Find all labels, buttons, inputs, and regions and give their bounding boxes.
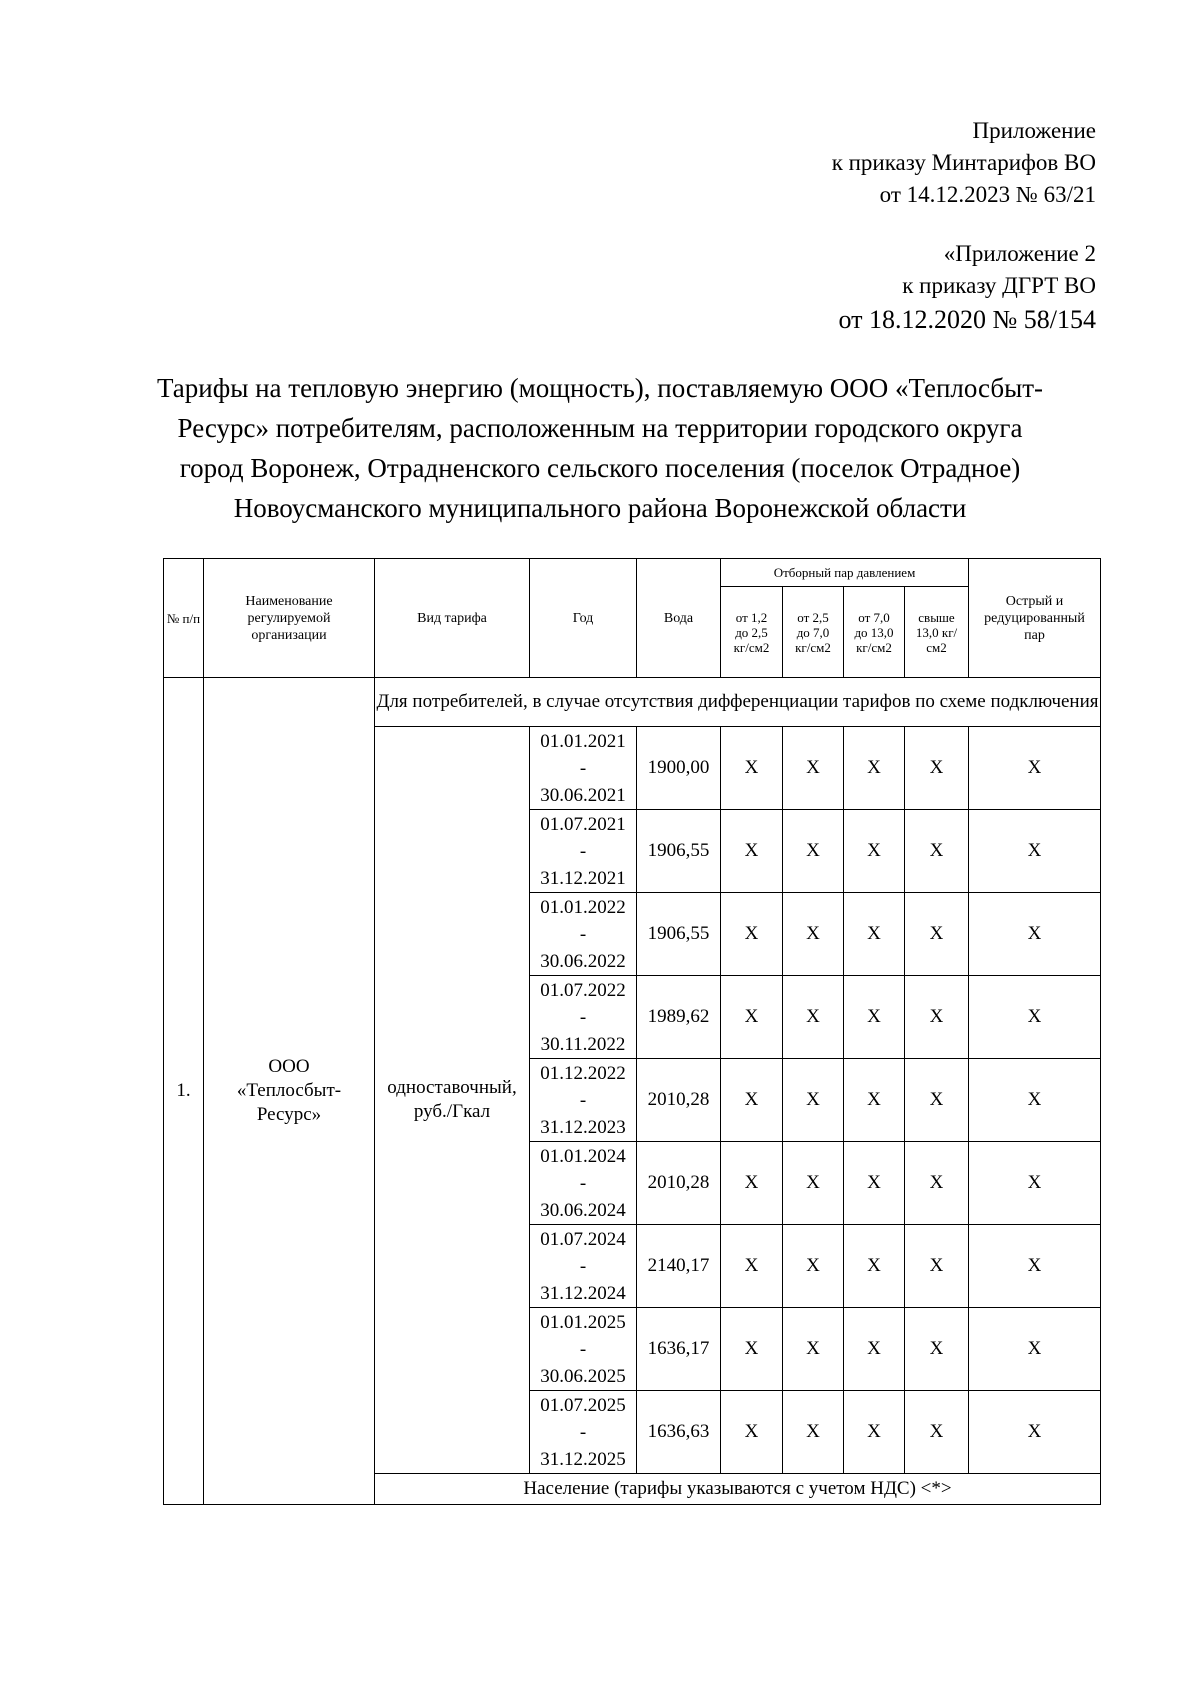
document-title (130, 368, 1070, 528)
not-applicable-mark: X (783, 1308, 844, 1391)
period-dash: - (579, 923, 587, 945)
title-line-1: Тарифы на тепловую энергию (мощность), поставляемую ООО «Теплосбыт- (156, 373, 1044, 403)
not-applicable-mark: X (844, 1142, 905, 1225)
not-applicable-mark: X (905, 893, 969, 976)
col-header-steam-group: Отборный пар давлением (721, 559, 969, 587)
period-from: 01.07.2025 (540, 1394, 626, 1416)
not-applicable-mark: X (844, 1225, 905, 1308)
water-tariff: 1636,63 (637, 1391, 721, 1474)
col-header-p1: от 1,2 до 2,5 кг/см2 (721, 587, 783, 678)
not-applicable-mark: X (783, 1391, 844, 1474)
not-applicable-mark: X (783, 727, 844, 810)
period-to: 31.12.2021 (540, 867, 626, 889)
not-applicable-mark: X (905, 1059, 969, 1142)
period-dash: - (579, 840, 587, 862)
period-to: 31.12.2023 (540, 1116, 626, 1138)
not-applicable-mark: X (969, 1059, 1101, 1142)
period-from: 01.01.2025 (540, 1311, 626, 1333)
not-applicable-mark: X (721, 1308, 783, 1391)
period-to: 31.12.2025 (540, 1448, 626, 1470)
period-cell (530, 1308, 637, 1391)
not-applicable-mark: X (844, 727, 905, 810)
not-applicable-mark: X (721, 1059, 783, 1142)
not-applicable-mark: X (969, 1391, 1101, 1474)
period-cell (530, 1225, 637, 1308)
not-applicable-mark: X (905, 976, 969, 1059)
not-applicable-mark: X (721, 976, 783, 1059)
title-line-4: Новоусманского муниципального района Воронежской области (233, 493, 967, 523)
not-applicable-mark: X (721, 727, 783, 810)
not-applicable-mark: X (844, 1308, 905, 1391)
not-applicable-mark: X (844, 810, 905, 893)
org-name (204, 678, 375, 1505)
not-applicable-mark: X (905, 1142, 969, 1225)
not-applicable-mark: X (783, 1059, 844, 1142)
period-from: 01.01.2022 (540, 896, 626, 918)
period-to: 30.06.2021 (540, 784, 626, 806)
tariff-table (163, 558, 1101, 1505)
org-name-line-2: «Теплосбыт- (236, 1080, 342, 1101)
period-from: 01.01.2024 (540, 1145, 626, 1167)
col-header-p4: свыше 13,0 кг/см2 (905, 587, 969, 678)
not-applicable-mark: X (783, 976, 844, 1059)
col-header-year: Год (530, 559, 637, 678)
org-name-line-3: Ресурс» (256, 1104, 322, 1125)
period-from: 01.07.2021 (540, 813, 626, 835)
period-dash: - (579, 1338, 587, 1360)
not-applicable-mark: X (721, 1225, 783, 1308)
period-cell (530, 810, 637, 893)
appendix-order-ref: к приказу Минтарифов ВО (831, 150, 1096, 175)
period-dash: - (579, 1421, 587, 1443)
water-tariff: 2010,28 (637, 1059, 721, 1142)
col-header-num: № п/п (164, 559, 204, 678)
not-applicable-mark: X (905, 810, 969, 893)
not-applicable-mark: X (969, 1225, 1101, 1308)
water-tariff: 2010,28 (637, 1142, 721, 1225)
not-applicable-mark: X (783, 810, 844, 893)
not-applicable-mark: X (844, 1059, 905, 1142)
not-applicable-mark: X (905, 727, 969, 810)
title-line-3: город Воронеж, Отрадненского сельского поселения (поселок Отрадное) (179, 453, 1021, 483)
tariff-type (375, 727, 530, 1474)
not-applicable-mark: X (969, 976, 1101, 1059)
section-population: Население (тарифы указываются с учетом НДС) <*> (375, 1474, 1101, 1505)
period-cell (530, 1391, 637, 1474)
not-applicable-mark: X (844, 893, 905, 976)
period-cell (530, 893, 637, 976)
period-dash: - (579, 757, 587, 779)
section-no-differentiation: Для потребителей, в случае отсутствия дифференциации тарифов по схеме подключения (375, 678, 1101, 727)
period-from: 01.12.2022 (540, 1062, 626, 1084)
col-header-type: Вид тарифа (375, 559, 530, 678)
not-applicable-mark: X (844, 976, 905, 1059)
col-header-water: Вода (637, 559, 721, 678)
appendix2-header (838, 238, 1096, 338)
period-cell (530, 1059, 637, 1142)
not-applicable-mark: X (905, 1391, 969, 1474)
period-from: 01.07.2022 (540, 979, 626, 1001)
period-from: 01.01.2021 (540, 730, 626, 752)
not-applicable-mark: X (969, 1142, 1101, 1225)
not-applicable-mark: X (721, 810, 783, 893)
not-applicable-mark: X (783, 893, 844, 976)
col-header-org: Наименование регулируемой организации (204, 559, 375, 678)
title-line-2: Ресурс» потребителям, расположенным на территории городского округа (177, 413, 1023, 443)
not-applicable-mark: X (905, 1308, 969, 1391)
appendix-header (832, 115, 1096, 211)
period-dash: - (579, 1172, 587, 1194)
period-cell (530, 1142, 637, 1225)
period-to: 30.06.2022 (540, 950, 626, 972)
tariff-type-line-2: руб./Гкал (413, 1101, 491, 1122)
water-tariff: 1906,55 (637, 810, 721, 893)
water-tariff: 2140,17 (637, 1225, 721, 1308)
period-dash: - (579, 1089, 587, 1111)
not-applicable-mark: X (969, 893, 1101, 976)
period-to: 30.11.2022 (540, 1033, 626, 1055)
not-applicable-mark: X (721, 1142, 783, 1225)
appendix2-order-ref: к приказу ДГРТ ВО (902, 273, 1096, 298)
period-dash: - (579, 1255, 587, 1277)
col-header-sharp-steam: Острый и редуцированный пар (969, 559, 1101, 678)
period-to: 30.06.2025 (540, 1365, 626, 1387)
water-tariff: 1636,17 (637, 1308, 721, 1391)
appendix2-label: «Приложение 2 (943, 241, 1096, 266)
not-applicable-mark: X (783, 1225, 844, 1308)
period-to: 31.12.2024 (540, 1282, 626, 1304)
not-applicable-mark: X (905, 1225, 969, 1308)
col-header-p2: от 2,5 до 7,0 кг/см2 (783, 587, 844, 678)
org-name-line-1: ООО (268, 1056, 310, 1077)
appendix-label: Приложение (972, 118, 1096, 143)
not-applicable-mark: X (969, 727, 1101, 810)
water-tariff: 1900,00 (637, 727, 721, 810)
period-from: 01.07.2024 (540, 1228, 626, 1250)
not-applicable-mark: X (721, 893, 783, 976)
not-applicable-mark: X (721, 1391, 783, 1474)
not-applicable-mark: X (969, 810, 1101, 893)
water-tariff: 1906,55 (637, 893, 721, 976)
period-cell (530, 976, 637, 1059)
period-cell (530, 727, 637, 810)
period-to: 30.06.2024 (540, 1199, 626, 1221)
not-applicable-mark: X (844, 1391, 905, 1474)
tariff-type-line-1: одноставочный, (387, 1077, 517, 1098)
col-header-p3: от 7,0 до 13,0 кг/см2 (844, 587, 905, 678)
water-tariff: 1989,62 (637, 976, 721, 1059)
not-applicable-mark: X (783, 1142, 844, 1225)
row-number: 1. (164, 678, 204, 1505)
appendix2-order-date: от 18.12.2020 № 58/154 (838, 305, 1096, 334)
period-dash: - (579, 1006, 587, 1028)
not-applicable-mark: X (969, 1308, 1101, 1391)
appendix-order-date: от 14.12.2023 № 63/21 (879, 182, 1096, 207)
